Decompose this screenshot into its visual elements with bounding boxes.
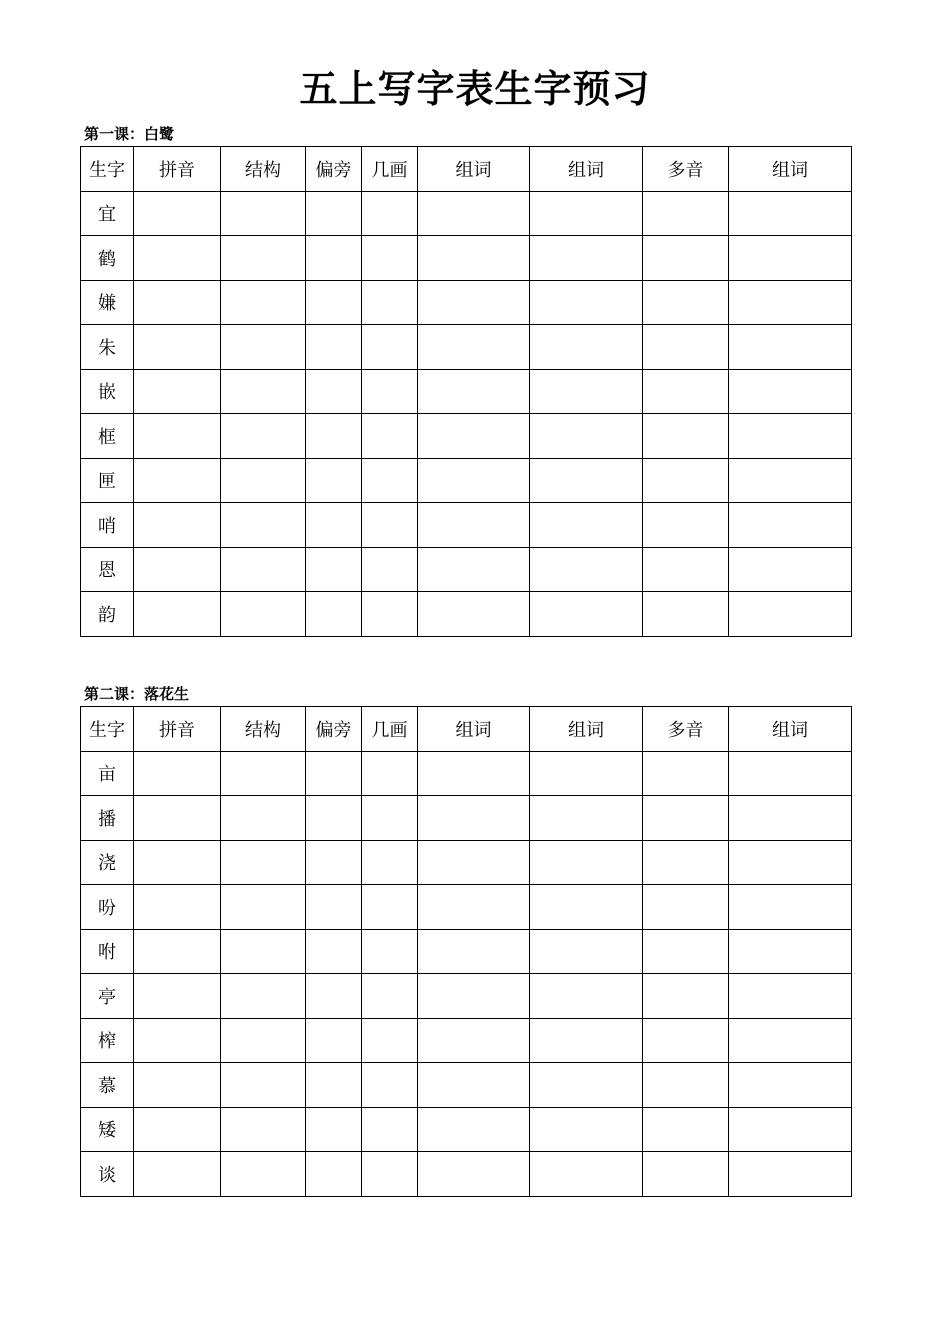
word-cell-3[interactable] xyxy=(729,840,852,885)
word-cell-3[interactable] xyxy=(729,1063,852,1108)
pinyin-cell[interactable] xyxy=(134,840,221,885)
polyphone-cell[interactable] xyxy=(643,796,729,841)
radical-cell[interactable] xyxy=(306,547,362,592)
header-word-3: 组词 xyxy=(729,707,852,752)
word-cell-2[interactable] xyxy=(530,503,643,548)
word-cell-3[interactable] xyxy=(729,369,852,414)
word-cell-3[interactable] xyxy=(729,325,852,370)
word-cell-1[interactable] xyxy=(418,592,530,637)
header-strokes: 几画 xyxy=(362,707,418,752)
strokes-cell[interactable] xyxy=(362,503,418,548)
radical-cell[interactable] xyxy=(306,458,362,503)
word-cell-1[interactable] xyxy=(418,191,530,236)
word-cell-1[interactable] xyxy=(418,325,530,370)
word-cell-3[interactable] xyxy=(729,280,852,325)
header-char: 生字 xyxy=(81,707,134,752)
structure-cell[interactable] xyxy=(221,885,306,930)
word-cell-2[interactable] xyxy=(530,1018,643,1063)
polyphone-cell[interactable] xyxy=(643,414,729,459)
pinyin-cell[interactable] xyxy=(134,1152,221,1197)
radical-cell[interactable] xyxy=(306,1063,362,1108)
pinyin-cell[interactable] xyxy=(134,1063,221,1108)
radical-cell[interactable] xyxy=(306,1152,362,1197)
character-cell: 嵌 xyxy=(81,369,134,414)
word-cell-1[interactable] xyxy=(418,751,530,796)
polyphone-cell[interactable] xyxy=(643,1152,729,1197)
word-cell-1[interactable] xyxy=(418,280,530,325)
header-polyphone: 多音 xyxy=(643,707,729,752)
table-row xyxy=(81,325,852,370)
word-cell-2[interactable] xyxy=(530,885,643,930)
word-cell-2[interactable] xyxy=(530,191,643,236)
strokes-cell[interactable] xyxy=(362,1152,418,1197)
polyphone-cell[interactable] xyxy=(643,503,729,548)
radical-cell[interactable] xyxy=(306,929,362,974)
header-strokes: 几画 xyxy=(362,147,418,192)
word-cell-1[interactable] xyxy=(418,974,530,1019)
word-cell-2[interactable] xyxy=(530,1107,643,1152)
polyphone-cell[interactable] xyxy=(643,369,729,414)
strokes-cell[interactable] xyxy=(362,280,418,325)
table-row xyxy=(81,1152,852,1197)
strokes-cell[interactable] xyxy=(362,974,418,1019)
word-cell-1[interactable] xyxy=(418,885,530,930)
header-structure: 结构 xyxy=(221,147,306,192)
structure-cell[interactable] xyxy=(221,1107,306,1152)
header-char: 生字 xyxy=(81,147,134,192)
structure-cell[interactable] xyxy=(221,1063,306,1108)
strokes-cell[interactable] xyxy=(362,592,418,637)
structure-cell[interactable] xyxy=(221,458,306,503)
table-row xyxy=(81,1107,852,1152)
page-title: 五上写字表生字预习 xyxy=(299,67,651,111)
strokes-cell[interactable] xyxy=(362,1063,418,1108)
character-cell: 亭 xyxy=(81,974,134,1019)
structure-cell[interactable] xyxy=(221,325,306,370)
word-cell-2[interactable] xyxy=(530,929,643,974)
radical-cell[interactable] xyxy=(306,840,362,885)
word-cell-3[interactable] xyxy=(729,1018,852,1063)
polyphone-cell[interactable] xyxy=(643,1018,729,1063)
header-polyphone: 多音 xyxy=(643,147,729,192)
pinyin-cell[interactable] xyxy=(134,280,221,325)
header-structure: 结构 xyxy=(221,707,306,752)
pinyin-cell[interactable] xyxy=(134,1018,221,1063)
table-row xyxy=(81,458,852,503)
polyphone-cell[interactable] xyxy=(643,885,729,930)
pinyin-cell[interactable] xyxy=(134,191,221,236)
header-radical: 偏旁 xyxy=(306,707,362,752)
pinyin-cell[interactable] xyxy=(134,974,221,1019)
word-cell-3[interactable] xyxy=(729,592,852,637)
character-cell: 哨 xyxy=(81,503,134,548)
word-cell-1[interactable] xyxy=(418,1107,530,1152)
character-cell: 鹤 xyxy=(81,236,134,281)
word-cell-3[interactable] xyxy=(729,1107,852,1152)
word-cell-1[interactable] xyxy=(418,1063,530,1108)
header-word-1: 组词 xyxy=(418,707,530,752)
character-cell: 吩 xyxy=(81,885,134,930)
polyphone-cell[interactable] xyxy=(643,751,729,796)
polyphone-cell[interactable] xyxy=(643,840,729,885)
character-cell: 朱 xyxy=(81,325,134,370)
strokes-cell[interactable] xyxy=(362,1107,418,1152)
strokes-cell[interactable] xyxy=(362,236,418,281)
strokes-cell[interactable] xyxy=(362,1018,418,1063)
word-cell-1[interactable] xyxy=(418,503,530,548)
strokes-cell[interactable] xyxy=(362,191,418,236)
word-cell-3[interactable] xyxy=(729,929,852,974)
pinyin-cell[interactable] xyxy=(134,592,221,637)
radical-cell[interactable] xyxy=(306,236,362,281)
table-header-row xyxy=(81,147,852,192)
lesson-1-table xyxy=(80,146,852,637)
radical-cell[interactable] xyxy=(306,414,362,459)
table-row xyxy=(81,414,852,459)
pinyin-cell[interactable] xyxy=(134,885,221,930)
table-row xyxy=(81,503,852,548)
word-cell-1[interactable] xyxy=(418,929,530,974)
pinyin-cell[interactable] xyxy=(134,796,221,841)
pinyin-cell[interactable] xyxy=(134,929,221,974)
table-row xyxy=(81,840,852,885)
pinyin-cell[interactable] xyxy=(134,369,221,414)
word-cell-3[interactable] xyxy=(729,458,852,503)
table-row xyxy=(81,547,852,592)
polyphone-cell[interactable] xyxy=(643,1063,729,1108)
word-cell-3[interactable] xyxy=(729,236,852,281)
strokes-cell[interactable] xyxy=(362,796,418,841)
character-cell: 谈 xyxy=(81,1152,134,1197)
word-cell-1[interactable] xyxy=(418,840,530,885)
character-cell: 矮 xyxy=(81,1107,134,1152)
table-row xyxy=(81,1018,852,1063)
table-row xyxy=(81,280,852,325)
word-cell-1[interactable] xyxy=(418,236,530,281)
polyphone-cell[interactable] xyxy=(643,325,729,370)
header-pinyin: 拼音 xyxy=(134,147,221,192)
pinyin-cell[interactable] xyxy=(134,414,221,459)
word-cell-2[interactable] xyxy=(530,1063,643,1108)
table-row xyxy=(81,592,852,637)
strokes-cell[interactable] xyxy=(362,369,418,414)
pinyin-cell[interactable] xyxy=(134,325,221,370)
structure-cell[interactable] xyxy=(221,840,306,885)
pinyin-cell[interactable] xyxy=(134,547,221,592)
table-row xyxy=(81,885,852,930)
word-cell-2[interactable] xyxy=(530,974,643,1019)
character-cell: 慕 xyxy=(81,1063,134,1108)
word-cell-1[interactable] xyxy=(418,1152,530,1197)
polyphone-cell[interactable] xyxy=(643,1107,729,1152)
character-cell: 宜 xyxy=(81,191,134,236)
strokes-cell[interactable] xyxy=(362,458,418,503)
word-cell-1[interactable] xyxy=(418,547,530,592)
structure-cell[interactable] xyxy=(221,547,306,592)
radical-cell[interactable] xyxy=(306,369,362,414)
word-cell-1[interactable] xyxy=(418,796,530,841)
radical-cell[interactable] xyxy=(306,1018,362,1063)
table-row xyxy=(81,751,852,796)
structure-cell[interactable] xyxy=(221,974,306,1019)
word-cell-2[interactable] xyxy=(530,592,643,637)
structure-cell[interactable] xyxy=(221,369,306,414)
structure-cell[interactable] xyxy=(221,796,306,841)
strokes-cell[interactable] xyxy=(362,751,418,796)
structure-cell[interactable] xyxy=(221,929,306,974)
structure-cell[interactable] xyxy=(221,592,306,637)
pinyin-cell[interactable] xyxy=(134,503,221,548)
word-cell-2[interactable] xyxy=(530,236,643,281)
structure-cell[interactable] xyxy=(221,191,306,236)
word-cell-2[interactable] xyxy=(530,414,643,459)
radical-cell[interactable] xyxy=(306,592,362,637)
polyphone-cell[interactable] xyxy=(643,236,729,281)
header-word-3: 组词 xyxy=(729,147,852,192)
word-cell-3[interactable] xyxy=(729,885,852,930)
structure-cell[interactable] xyxy=(221,236,306,281)
header-word-2: 组词 xyxy=(530,707,643,752)
structure-cell[interactable] xyxy=(221,503,306,548)
radical-cell[interactable] xyxy=(306,751,362,796)
radical-cell[interactable] xyxy=(306,280,362,325)
radical-cell[interactable] xyxy=(306,325,362,370)
table-row xyxy=(81,796,852,841)
strokes-cell[interactable] xyxy=(362,840,418,885)
radical-cell[interactable] xyxy=(306,796,362,841)
character-cell: 浇 xyxy=(81,840,134,885)
pinyin-cell[interactable] xyxy=(134,1107,221,1152)
word-cell-2[interactable] xyxy=(530,1152,643,1197)
table-header-row xyxy=(81,707,852,752)
character-cell: 框 xyxy=(81,414,134,459)
word-cell-2[interactable] xyxy=(530,547,643,592)
word-cell-2[interactable] xyxy=(530,751,643,796)
character-cell: 恩 xyxy=(81,547,134,592)
table-row xyxy=(81,1063,852,1108)
header-word-1: 组词 xyxy=(418,147,530,192)
word-cell-2[interactable] xyxy=(530,796,643,841)
structure-cell[interactable] xyxy=(221,1152,306,1197)
table-row xyxy=(81,369,852,414)
polyphone-cell[interactable] xyxy=(643,280,729,325)
structure-cell[interactable] xyxy=(221,414,306,459)
pinyin-cell[interactable] xyxy=(134,458,221,503)
word-cell-2[interactable] xyxy=(530,840,643,885)
word-cell-3[interactable] xyxy=(729,751,852,796)
polyphone-cell[interactable] xyxy=(643,592,729,637)
word-cell-3[interactable] xyxy=(729,796,852,841)
word-cell-3[interactable] xyxy=(729,547,852,592)
radical-cell[interactable] xyxy=(306,503,362,548)
lesson-1-label: 第一课：白鹭 xyxy=(84,125,175,143)
polyphone-cell[interactable] xyxy=(643,191,729,236)
lesson-2-label: 第二课：落花生 xyxy=(84,685,190,703)
radical-cell[interactable] xyxy=(306,974,362,1019)
polyphone-cell[interactable] xyxy=(643,547,729,592)
table-row xyxy=(81,191,852,236)
character-cell: 播 xyxy=(81,796,134,841)
strokes-cell[interactable] xyxy=(362,547,418,592)
table-row xyxy=(81,236,852,281)
word-cell-3[interactable] xyxy=(729,414,852,459)
header-radical: 偏旁 xyxy=(306,147,362,192)
structure-cell[interactable] xyxy=(221,280,306,325)
character-cell: 亩 xyxy=(81,751,134,796)
polyphone-cell[interactable] xyxy=(643,929,729,974)
word-cell-3[interactable] xyxy=(729,191,852,236)
strokes-cell[interactable] xyxy=(362,929,418,974)
character-cell: 榨 xyxy=(81,1018,134,1063)
word-cell-1[interactable] xyxy=(418,1018,530,1063)
word-cell-1[interactable] xyxy=(418,369,530,414)
pinyin-cell[interactable] xyxy=(134,236,221,281)
character-cell: 匣 xyxy=(81,458,134,503)
word-cell-2[interactable] xyxy=(530,280,643,325)
word-cell-2[interactable] xyxy=(530,458,643,503)
pinyin-cell[interactable] xyxy=(134,751,221,796)
strokes-cell[interactable] xyxy=(362,325,418,370)
word-cell-3[interactable] xyxy=(729,974,852,1019)
table-row xyxy=(81,974,852,1019)
structure-cell[interactable] xyxy=(221,751,306,796)
word-cell-2[interactable] xyxy=(530,325,643,370)
table-row xyxy=(81,929,852,974)
strokes-cell[interactable] xyxy=(362,414,418,459)
polyphone-cell[interactable] xyxy=(643,974,729,1019)
polyphone-cell[interactable] xyxy=(643,458,729,503)
structure-cell[interactable] xyxy=(221,1018,306,1063)
word-cell-3[interactable] xyxy=(729,1152,852,1197)
header-pinyin: 拼音 xyxy=(134,707,221,752)
lesson-2-table xyxy=(80,706,852,1197)
character-cell: 咐 xyxy=(81,929,134,974)
strokes-cell[interactable] xyxy=(362,885,418,930)
word-cell-1[interactable] xyxy=(418,458,530,503)
radical-cell[interactable] xyxy=(306,191,362,236)
word-cell-2[interactable] xyxy=(530,369,643,414)
word-cell-3[interactable] xyxy=(729,503,852,548)
word-cell-1[interactable] xyxy=(418,414,530,459)
radical-cell[interactable] xyxy=(306,885,362,930)
character-cell: 韵 xyxy=(81,592,134,637)
character-cell: 嫌 xyxy=(81,280,134,325)
header-word-2: 组词 xyxy=(530,147,643,192)
radical-cell[interactable] xyxy=(306,1107,362,1152)
